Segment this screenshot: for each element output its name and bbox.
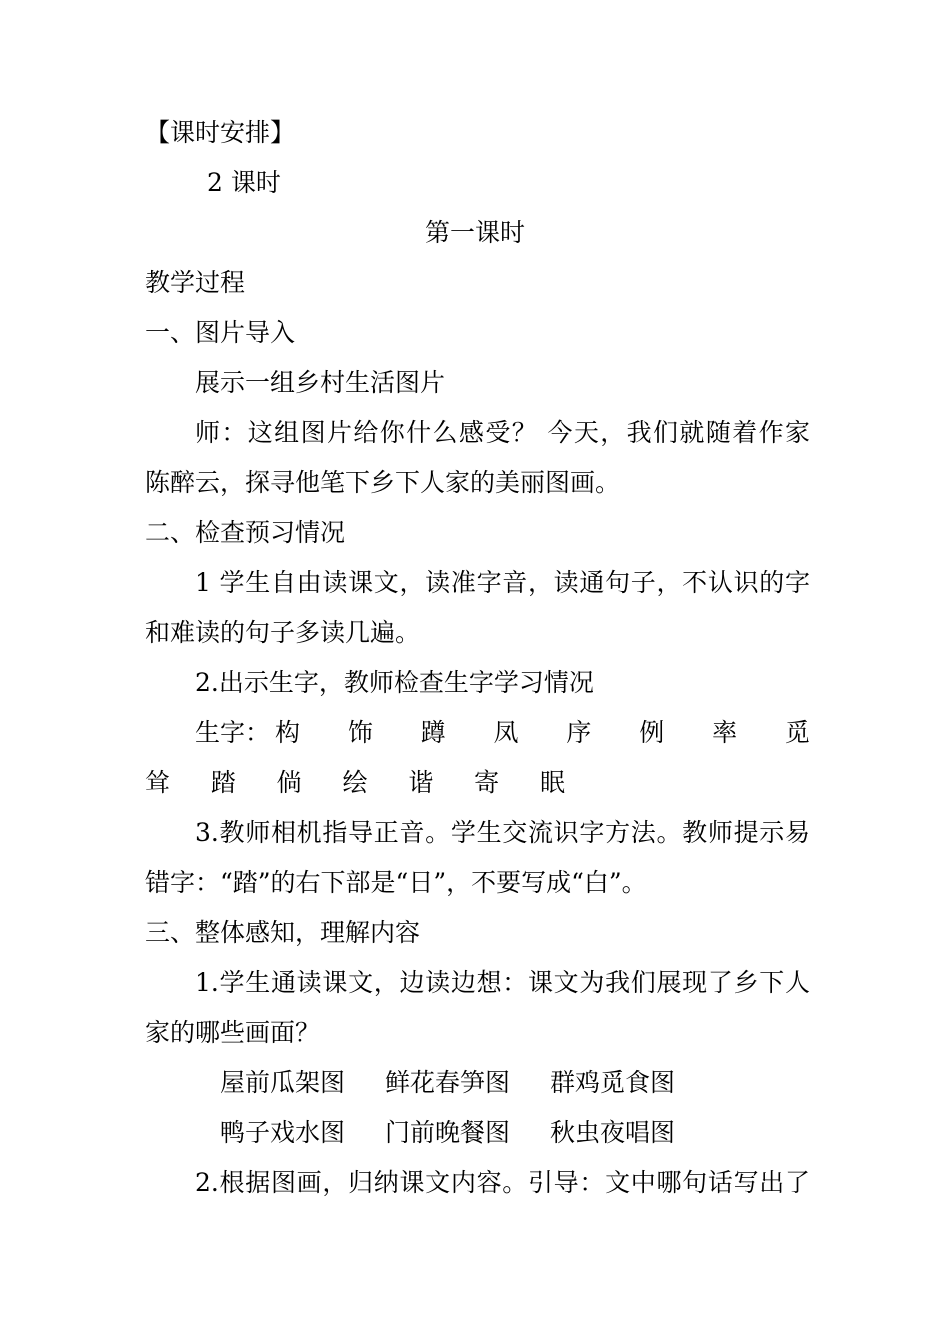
char: 绘 (342, 768, 368, 797)
hours: 2 课时 (207, 168, 281, 197)
char: 例 (639, 718, 665, 747)
char: 率 (712, 718, 738, 747)
section1-title: 一、图片导入 (145, 318, 296, 347)
picture-label: 群鸡觅食图 (550, 1068, 676, 1097)
char: 耸 (145, 768, 171, 797)
section2-item2: 2.出示生字，教师检查生字学习情况 (195, 668, 594, 697)
char: 倘 (276, 768, 302, 797)
section2-item3-line2: 错字：“踏”的右下部是“日”，不要写成“白”。 (145, 868, 647, 897)
chars-row1 (275, 718, 810, 748)
process-title: 教学过程 (145, 268, 246, 297)
section2-item1-line2: 和难读的句子多读几遍。 (145, 618, 421, 647)
section1-p2-line2: 陈醉云，探寻他笔下乡下人家的美丽图画。 (145, 468, 621, 497)
pictures-row2 (220, 1118, 885, 1148)
section1-p1: 展示一组乡村生活图片 (195, 368, 446, 397)
char: 饰 (347, 718, 373, 747)
picture-label: 门前晚餐图 (385, 1118, 511, 1147)
char: 谐 (408, 768, 434, 797)
lesson-title: 第一课时 (424, 218, 525, 247)
heading: 【课时安排】 (145, 118, 296, 147)
char: 构 (275, 718, 301, 747)
section2-title: 二、检查预习情况 (145, 518, 346, 547)
char: 序 (566, 718, 592, 747)
char: 踏 (210, 768, 236, 797)
chars-row2 (145, 768, 565, 798)
section1-p2-line1: 师：这组图片给你什么感受？ 今天，我们就随着作家 (195, 418, 810, 447)
picture-label: 秋虫夜唱图 (550, 1118, 676, 1147)
section3-item2-line1: 2.根据图画，归纳课文内容。引导：文中哪句话写出了 (195, 1168, 810, 1197)
section3-title: 三、整体感知，理解内容 (145, 918, 421, 947)
chars-label: 生字： (195, 718, 271, 747)
chars-line1 (195, 718, 810, 748)
section3-item1-line2: 家的哪些画面？ (145, 1018, 321, 1047)
section2-item1-line1: 1 学生自由读课文，读准字音，读通句子，不认识的字 (195, 568, 810, 597)
char: 凤 (493, 718, 519, 747)
char: 寄 (474, 768, 500, 797)
section2-item3-line1: 3.教师相机指导正音。学生交流识字方法。教师提示易 (195, 818, 810, 847)
picture-label: 鸭子戏水图 (220, 1118, 346, 1147)
char: 觅 (784, 718, 810, 747)
picture-label: 鲜花春笋图 (385, 1068, 511, 1097)
pictures-row1 (220, 1068, 885, 1098)
section3-item1-line1: 1.学生通读课文，边读边想：课文为我们展现了乡下人 (195, 968, 810, 997)
char: 眠 (539, 768, 565, 797)
char: 蹲 (420, 718, 446, 747)
chars-line2 (145, 768, 565, 798)
picture-label: 屋前瓜架图 (220, 1068, 346, 1097)
